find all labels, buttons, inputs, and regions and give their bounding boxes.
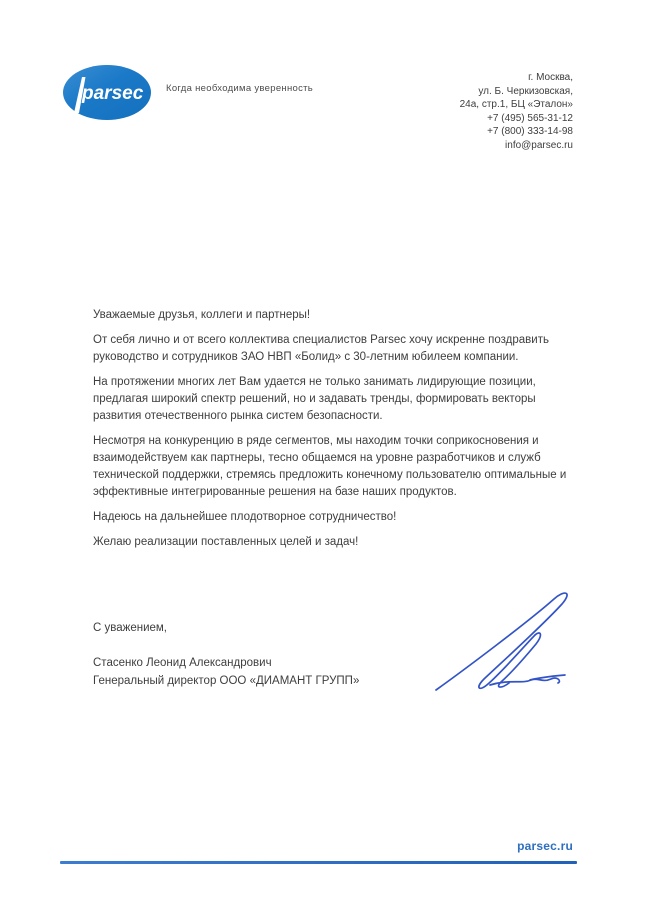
parsec-logo-icon <box>62 64 152 121</box>
signer-title: Генеральный директор ООО «ДИАМАНТ ГРУПП» <box>93 675 360 687</box>
svg-text:parsec: parsec <box>82 83 144 104</box>
handwritten-signature <box>430 586 602 700</box>
closing-phrase: С уважением, <box>93 622 167 634</box>
signoff-block <box>93 619 359 690</box>
footer-rule <box>60 861 577 864</box>
signer-name: Стасенко Леонид Александрович <box>93 657 272 669</box>
paragraph: Несмотря на конкуренцию в ряде сегментов, мы находим точки соприкосновения и взаимодействуем как партнеры, тесно общаемся на уровне разработчиков и служб технической поддержки, стремясь предложить конечному пользователю оптимальные и эффективные интегрированные решения на базе наших продуктов. <box>93 435 567 498</box>
address-line: ул. Б. Черкизовская, <box>478 85 573 97</box>
paragraph: Желаю реализации поставленных целей и задач! <box>93 536 359 548</box>
paragraph: От себя лично и от всего коллектива специалистов Parsec хочу искренне поздравить руководство и сотрудников ЗАО НВП «Болид» с 30-летним юбилеем компании. <box>93 334 549 363</box>
phone-number: +7 (495) 565-31-12 <box>487 112 573 124</box>
paragraph: На протяжении многих лет Вам удается не только занимать лидирующие позиции, предлагая широкий спектр решений, но и задавать тренды, формировать векторы развития отечественного рынка систем безопасности. <box>93 376 536 422</box>
signature-icon <box>430 586 602 700</box>
paragraph: Надеюсь на дальнейшее плодотворное сотрудничество! <box>93 511 397 523</box>
parsec-logo <box>62 64 152 121</box>
phone-number: +7 (800) 333-14-98 <box>487 126 573 137</box>
company-address-block <box>460 71 573 152</box>
address-line: г. Москва, <box>528 72 573 83</box>
letter-body <box>93 307 585 559</box>
salutation: Уважаемые друзья, коллеги и партнеры! <box>93 309 311 321</box>
address-line: 24а, стр.1, БЦ «Эталон» <box>459 99 573 110</box>
footer-website-link: parsec.ru <box>517 839 573 853</box>
company-tagline: Когда необходима уверенность <box>166 83 314 94</box>
email-address: info@parsec.ru <box>505 139 573 151</box>
